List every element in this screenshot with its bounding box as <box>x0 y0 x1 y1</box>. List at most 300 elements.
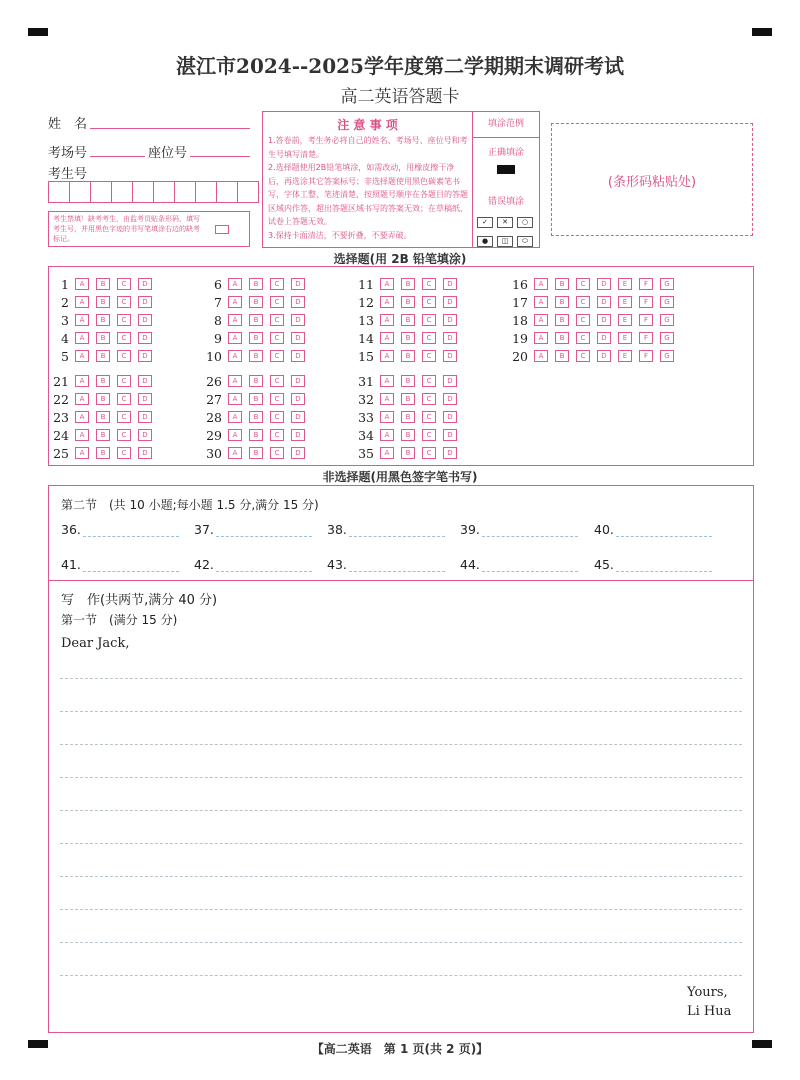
option-bubble-d[interactable]: D <box>291 411 305 423</box>
option-bubble-a[interactable]: A <box>534 350 548 362</box>
blank-label: 44. <box>460 557 480 572</box>
blank-answer-line[interactable] <box>216 571 312 572</box>
option-bubble-d[interactable]: D <box>138 332 152 344</box>
option-bubble-b[interactable]: B <box>96 278 110 290</box>
mc-question-26 <box>202 372 312 390</box>
writing-line[interactable] <box>60 810 742 811</box>
option-bubble-g[interactable]: G <box>660 332 674 344</box>
option-bubble-c[interactable]: C <box>576 296 590 308</box>
question-number: 27 <box>206 391 222 407</box>
question-number: 2 <box>61 294 69 310</box>
question-number: 33 <box>358 409 374 425</box>
exam-room-label: 考场号 <box>48 146 88 161</box>
option-bubble-c[interactable]: C <box>117 411 131 423</box>
mc-question-30 <box>202 444 312 462</box>
question-number: 34 <box>358 427 374 443</box>
blank-answer-line[interactable] <box>349 536 445 537</box>
option-bubble-b[interactable]: B <box>401 332 415 344</box>
writing-line[interactable] <box>60 909 742 910</box>
option-bubble-a[interactable]: A <box>75 350 89 362</box>
option-bubble-c[interactable]: C <box>117 296 131 308</box>
option-bubble-d[interactable]: D <box>443 447 457 459</box>
option-bubble-d[interactable]: D <box>291 278 305 290</box>
mc-question-16 <box>508 275 681 293</box>
option-bubble-a[interactable]: A <box>75 296 89 308</box>
option-bubble-f[interactable]: F <box>639 350 653 362</box>
question-number: 5 <box>61 348 69 364</box>
option-bubble-d[interactable]: D <box>443 350 457 362</box>
option-bubble-d[interactable]: D <box>291 375 305 387</box>
blank-answer-line[interactable] <box>616 536 712 537</box>
option-bubble-d[interactable]: D <box>138 350 152 362</box>
blank-label: 43. <box>327 557 347 572</box>
absent-notice: 考生禁填！缺考考生，由监考员贴条形码，填写考生号，并用黑色字迹的书写笔填涂右边的缺考标记。 <box>53 215 200 243</box>
question-number: 3 <box>61 312 69 328</box>
option-bubble-d[interactable]: D <box>443 296 457 308</box>
question-number: 35 <box>358 445 374 461</box>
option-bubble-f[interactable]: F <box>639 314 653 326</box>
option-bubble-b[interactable]: B <box>96 393 110 405</box>
mc-question-35 <box>354 444 464 462</box>
option-bubble-d[interactable]: D <box>291 447 305 459</box>
option-bubble-e[interactable]: E <box>618 296 632 308</box>
option-bubble-d[interactable]: D <box>291 296 305 308</box>
question-number: 24 <box>53 427 69 443</box>
option-bubble-c[interactable]: C <box>270 350 284 362</box>
registration-mark-top-right <box>752 28 772 36</box>
option-bubble-f[interactable]: F <box>639 332 653 344</box>
option-bubble-b[interactable]: B <box>96 429 110 441</box>
salutation: Dear Jack, <box>61 636 130 651</box>
option-bubble-c[interactable]: C <box>117 393 131 405</box>
question-number: 10 <box>206 348 222 364</box>
mc-question-32 <box>354 390 464 408</box>
mc-question-19 <box>508 329 681 347</box>
option-bubble-b[interactable]: B <box>401 447 415 459</box>
question-number: 18 <box>512 312 528 328</box>
option-bubble-b[interactable]: B <box>401 429 415 441</box>
mc-question-3 <box>49 311 159 329</box>
option-bubble-a[interactable]: A <box>380 411 394 423</box>
option-bubble-c[interactable]: C <box>422 375 436 387</box>
writing-line[interactable] <box>60 975 742 976</box>
option-bubble-b[interactable]: B <box>401 350 415 362</box>
question-number: 17 <box>512 294 528 310</box>
option-bubble-a[interactable]: A <box>228 296 242 308</box>
section2-title: 第二节 (共 10 小题;每小题 1.5 分,满分 15 分) <box>61 498 319 512</box>
option-bubble-b[interactable]: B <box>401 278 415 290</box>
option-bubble-d[interactable]: D <box>138 296 152 308</box>
absent-notice-box <box>48 211 250 247</box>
option-bubble-b[interactable]: B <box>249 429 263 441</box>
signature: Li Hua <box>687 1004 732 1019</box>
option-bubble-d[interactable]: D <box>291 350 305 362</box>
option-bubble-d[interactable]: D <box>291 314 305 326</box>
option-bubble-a[interactable]: A <box>228 429 242 441</box>
notice-item-2: 2.选择题使用2B铅笔填涂，如需改动，用橡皮擦干净后，再选涂其它答案标号；非选择题使用黑色碳素笔书写，字体工整、笔迹清楚，按照题号顺序在各题目的答题区域内作答，超出答题区域书写的答案无效；在草稿纸、试卷上答题无效。 <box>268 163 468 226</box>
option-bubble-c[interactable]: C <box>270 393 284 405</box>
option-bubble-c[interactable]: C <box>270 296 284 308</box>
question-number: 15 <box>358 348 374 364</box>
option-bubble-f[interactable]: F <box>639 296 653 308</box>
option-bubble-a[interactable]: A <box>75 278 89 290</box>
option-bubble-c[interactable]: C <box>422 447 436 459</box>
wrong-half-icon: ◫ <box>497 236 513 247</box>
option-bubble-b[interactable]: B <box>249 375 263 387</box>
writing-section1-title: 第一节 (满分 15 分) <box>61 613 178 627</box>
option-bubble-d[interactable]: D <box>443 393 457 405</box>
question-number: 26 <box>206 373 222 389</box>
seat-field[interactable] <box>190 142 250 157</box>
option-bubble-c[interactable]: C <box>422 296 436 308</box>
option-bubble-a[interactable]: A <box>380 314 394 326</box>
option-bubble-b[interactable]: B <box>96 447 110 459</box>
mc-question-22 <box>49 390 159 408</box>
option-bubble-c[interactable]: C <box>422 393 436 405</box>
option-bubble-a[interactable]: A <box>75 411 89 423</box>
option-bubble-a[interactable]: A <box>380 350 394 362</box>
option-bubble-c[interactable]: C <box>117 350 131 362</box>
question-number: 20 <box>512 348 528 364</box>
writing-title: 写 作(共两节,满分 40 分) <box>61 593 218 608</box>
option-bubble-d[interactable]: D <box>291 429 305 441</box>
option-bubble-c[interactable]: C <box>422 350 436 362</box>
option-bubble-d[interactable]: D <box>443 278 457 290</box>
writing-line[interactable] <box>60 678 742 679</box>
option-bubble-d[interactable]: D <box>138 375 152 387</box>
option-bubble-d[interactable]: D <box>291 393 305 405</box>
question-number: 32 <box>358 391 374 407</box>
mc-question-10 <box>202 347 312 365</box>
notice-item-1: 1.答卷前，考生务必将自己的姓名、考场号、座位号和考生号填写清楚。 <box>268 136 468 159</box>
option-bubble-d[interactable]: D <box>597 296 611 308</box>
option-bubble-e[interactable]: E <box>618 314 632 326</box>
blank-answer-line[interactable] <box>482 571 578 572</box>
option-bubble-d[interactable]: D <box>138 447 152 459</box>
notice-box <box>262 111 473 248</box>
option-bubble-c[interactable]: C <box>422 411 436 423</box>
option-bubble-d[interactable]: D <box>138 314 152 326</box>
question-number: 16 <box>512 276 528 292</box>
mc-question-5 <box>49 347 159 365</box>
blank-label: 39. <box>460 522 480 537</box>
option-bubble-b[interactable]: B <box>96 411 110 423</box>
blank-answer-line[interactable] <box>482 536 578 537</box>
option-bubble-b[interactable]: B <box>96 350 110 362</box>
option-bubble-c[interactable]: C <box>117 375 131 387</box>
writing-line[interactable] <box>60 876 742 877</box>
option-bubble-a[interactable]: A <box>380 332 394 344</box>
question-number: 7 <box>214 294 222 310</box>
option-bubble-d[interactable]: D <box>443 411 457 423</box>
exam-number-boxes[interactable] <box>48 181 258 203</box>
option-bubble-b[interactable]: B <box>249 314 263 326</box>
option-bubble-a[interactable]: A <box>228 375 242 387</box>
question-number: 25 <box>53 445 69 461</box>
option-bubble-d[interactable]: D <box>138 278 152 290</box>
nonmc-section-title: 非选择题(用黑色签字笔书写) <box>322 470 478 484</box>
option-bubble-c[interactable]: C <box>270 375 284 387</box>
question-number: 29 <box>206 427 222 443</box>
fill-example-title: 填涂范例 <box>487 119 524 129</box>
option-bubble-a[interactable]: A <box>534 314 548 326</box>
option-bubble-b[interactable]: B <box>555 332 569 344</box>
blank-label: 45. <box>594 557 614 572</box>
option-bubble-c[interactable]: C <box>422 314 436 326</box>
option-bubble-a[interactable]: A <box>228 350 242 362</box>
wrong-fill-samples <box>475 209 539 228</box>
mc-question-28 <box>202 408 312 426</box>
option-bubble-b[interactable]: B <box>555 314 569 326</box>
mc-question-33 <box>354 408 464 426</box>
mc-question-18 <box>508 311 681 329</box>
barcode-label: (条形码粘贴处) <box>607 175 697 190</box>
mc-question-29 <box>202 426 312 444</box>
option-bubble-a[interactable]: A <box>75 393 89 405</box>
option-bubble-b[interactable]: B <box>96 296 110 308</box>
wrong-dot-icon: ● <box>477 236 493 247</box>
option-bubble-f[interactable]: F <box>639 278 653 290</box>
mc-question-11 <box>354 275 464 293</box>
option-bubble-b[interactable]: B <box>96 375 110 387</box>
mc-question-9 <box>202 329 312 347</box>
blank-answer-line[interactable] <box>616 571 712 572</box>
question-number: 30 <box>206 445 222 461</box>
option-bubble-b[interactable]: B <box>401 375 415 387</box>
option-bubble-c[interactable]: C <box>117 278 131 290</box>
option-bubble-c[interactable]: C <box>422 278 436 290</box>
option-bubble-a[interactable]: A <box>75 375 89 387</box>
mc-question-2 <box>49 293 159 311</box>
mc-question-6 <box>202 275 312 293</box>
blank-answer-line[interactable] <box>83 536 179 537</box>
option-bubble-c[interactable]: C <box>270 314 284 326</box>
question-number: 19 <box>512 330 528 346</box>
writing-line[interactable] <box>60 744 742 745</box>
option-bubble-a[interactable]: A <box>534 296 548 308</box>
option-bubble-b[interactable]: B <box>249 447 263 459</box>
writing-line[interactable] <box>60 942 742 943</box>
option-bubble-a[interactable]: A <box>75 447 89 459</box>
option-bubble-a[interactable]: A <box>228 314 242 326</box>
nonmc-answer-area <box>48 485 754 581</box>
option-bubble-b[interactable]: B <box>401 393 415 405</box>
option-bubble-a[interactable]: A <box>534 332 548 344</box>
wrong-circle-icon: ○ <box>517 217 533 228</box>
mc-question-13 <box>354 311 464 329</box>
option-bubble-g[interactable]: G <box>660 296 674 308</box>
option-bubble-b[interactable]: B <box>96 314 110 326</box>
question-number: 31 <box>358 373 374 389</box>
mc-question-14 <box>354 329 464 347</box>
blank-label: 40. <box>594 522 614 537</box>
mc-question-12 <box>354 293 464 311</box>
question-number: 28 <box>206 409 222 425</box>
option-bubble-e[interactable]: E <box>618 350 632 362</box>
option-bubble-b[interactable]: B <box>555 350 569 362</box>
option-bubble-d[interactable]: D <box>443 375 457 387</box>
exam-number-label: 考生号 <box>48 167 88 182</box>
option-bubble-c[interactable]: C <box>576 350 590 362</box>
option-bubble-b[interactable]: B <box>555 278 569 290</box>
option-bubble-g[interactable]: G <box>660 350 674 362</box>
option-bubble-c[interactable]: C <box>422 429 436 441</box>
option-bubble-c[interactable]: C <box>270 429 284 441</box>
option-bubble-d[interactable]: D <box>138 393 152 405</box>
mc-question-20 <box>508 347 681 365</box>
option-bubble-c[interactable]: C <box>270 447 284 459</box>
option-bubble-a[interactable]: A <box>75 314 89 326</box>
option-bubble-a[interactable]: A <box>75 429 89 441</box>
option-bubble-d[interactable]: D <box>443 314 457 326</box>
mc-question-21 <box>49 372 159 390</box>
question-number: 8 <box>214 312 222 328</box>
mc-question-34 <box>354 426 464 444</box>
option-bubble-a[interactable]: A <box>380 447 394 459</box>
option-bubble-a[interactable]: A <box>228 393 242 405</box>
question-number: 9 <box>214 330 222 346</box>
option-bubble-c[interactable]: C <box>576 314 590 326</box>
option-bubble-c[interactable]: C <box>270 332 284 344</box>
writing-line[interactable] <box>60 777 742 778</box>
exam-room-field[interactable] <box>90 142 145 157</box>
option-bubble-e[interactable]: E <box>618 332 632 344</box>
notice-title: 注 意 事 项 <box>337 118 398 132</box>
option-bubble-g[interactable]: G <box>660 278 674 290</box>
wrong-cross-icon: ✕ <box>497 217 513 228</box>
mc-answer-area <box>48 266 754 466</box>
wrong-oval-icon: ⬭ <box>517 236 533 247</box>
question-number: 12 <box>358 294 374 310</box>
option-bubble-c[interactable]: C <box>422 332 436 344</box>
blank-answer-line[interactable] <box>349 571 445 572</box>
mc-question-27 <box>202 390 312 408</box>
mc-question-24 <box>49 426 159 444</box>
option-bubble-b[interactable]: B <box>249 411 263 423</box>
question-number: 6 <box>214 276 222 292</box>
name-field[interactable] <box>90 112 250 129</box>
writing-area <box>48 580 754 1033</box>
option-bubble-a[interactable]: A <box>228 332 242 344</box>
mc-question-23 <box>49 408 159 426</box>
option-bubble-d[interactable]: D <box>443 429 457 441</box>
mc-question-7 <box>202 293 312 311</box>
correct-fill-label: 正确填涂 <box>487 148 524 158</box>
option-bubble-b[interactable]: B <box>249 350 263 362</box>
option-bubble-a[interactable]: A <box>228 411 242 423</box>
option-bubble-a[interactable]: A <box>228 278 242 290</box>
wrong-fill-label: 错误填涂 <box>487 197 524 207</box>
option-bubble-d[interactable]: D <box>597 278 611 290</box>
blank-label: 38. <box>327 522 347 537</box>
option-bubble-c[interactable]: C <box>576 278 590 290</box>
option-bubble-a[interactable]: A <box>380 296 394 308</box>
mc-question-15 <box>354 347 464 365</box>
option-bubble-b[interactable]: B <box>555 296 569 308</box>
writing-line[interactable] <box>60 711 742 712</box>
option-bubble-b[interactable]: B <box>249 393 263 405</box>
option-bubble-a[interactable]: A <box>75 332 89 344</box>
mc-question-8 <box>202 311 312 329</box>
option-bubble-a[interactable]: A <box>380 375 394 387</box>
mc-question-4 <box>49 329 159 347</box>
option-bubble-d[interactable]: D <box>291 332 305 344</box>
option-bubble-c[interactable]: C <box>270 411 284 423</box>
option-bubble-a[interactable]: A <box>380 429 394 441</box>
question-number: 21 <box>53 373 69 389</box>
name-label: 姓 名 <box>48 117 88 132</box>
option-bubble-b[interactable]: B <box>401 314 415 326</box>
option-bubble-c[interactable]: C <box>576 332 590 344</box>
option-bubble-d[interactable]: D <box>138 411 152 423</box>
question-number: 1 <box>61 276 69 292</box>
blank-answer-line[interactable] <box>216 536 312 537</box>
option-bubble-c[interactable]: C <box>270 278 284 290</box>
option-bubble-a[interactable]: A <box>228 447 242 459</box>
question-number: 13 <box>358 312 374 328</box>
wrong-tick-icon: ✓ <box>477 217 493 228</box>
blank-answer-line[interactable] <box>83 571 179 572</box>
question-number: 14 <box>358 330 374 346</box>
notice-item-3: 3.保持卡面清洁，不要折叠，不要弄破。 <box>268 231 412 240</box>
option-bubble-d[interactable]: D <box>597 332 611 344</box>
page-title: 湛江市2024--2025学年度第二学期期末调研考试 <box>176 54 624 78</box>
question-number: 11 <box>358 276 374 292</box>
option-bubble-a[interactable]: A <box>380 393 394 405</box>
option-bubble-a[interactable]: A <box>534 278 548 290</box>
blank-label: 36. <box>61 522 81 537</box>
wrong-fill-samples-2 <box>475 228 539 247</box>
mc-section-title: 选择题(用 2B 铅笔填涂) <box>333 252 467 266</box>
mc-question-1 <box>49 275 159 293</box>
closing: Yours, <box>687 985 728 1000</box>
blank-label: 41. <box>61 557 81 572</box>
option-bubble-b[interactable]: B <box>249 296 263 308</box>
writing-line[interactable] <box>60 843 742 844</box>
option-bubble-c[interactable]: C <box>117 447 131 459</box>
option-bubble-d[interactable]: D <box>597 314 611 326</box>
correct-fill-sample <box>497 165 515 174</box>
mc-question-17 <box>508 293 681 311</box>
option-bubble-b[interactable]: B <box>249 332 263 344</box>
option-bubble-c[interactable]: C <box>117 429 131 441</box>
blank-label: 42. <box>194 557 214 572</box>
option-bubble-d[interactable]: D <box>138 429 152 441</box>
mc-question-31 <box>354 372 464 390</box>
option-bubble-g[interactable]: G <box>660 314 674 326</box>
option-bubble-b[interactable]: B <box>401 296 415 308</box>
absent-mark-checkbox[interactable] <box>215 225 229 234</box>
option-bubble-c[interactable]: C <box>117 314 131 326</box>
question-number: 4 <box>61 330 69 346</box>
option-bubble-a[interactable]: A <box>380 278 394 290</box>
seat-label: 座位号 <box>148 146 188 161</box>
option-bubble-d[interactable]: D <box>443 332 457 344</box>
option-bubble-d[interactable]: D <box>597 350 611 362</box>
fill-example-box <box>472 111 540 248</box>
blank-label: 37. <box>194 522 214 537</box>
page-subtitle: 高二英语答题卡 <box>340 87 460 107</box>
registration-mark-top-left <box>28 28 48 36</box>
option-bubble-b[interactable]: B <box>401 411 415 423</box>
question-number: 22 <box>53 391 69 407</box>
option-bubble-b[interactable]: B <box>249 278 263 290</box>
page-footer: 【高二英语 第 1 页(共 2 页)】 <box>311 1042 489 1056</box>
option-bubble-e[interactable]: E <box>618 278 632 290</box>
option-bubble-b[interactable]: B <box>96 332 110 344</box>
option-bubble-c[interactable]: C <box>117 332 131 344</box>
question-number: 23 <box>53 409 69 425</box>
